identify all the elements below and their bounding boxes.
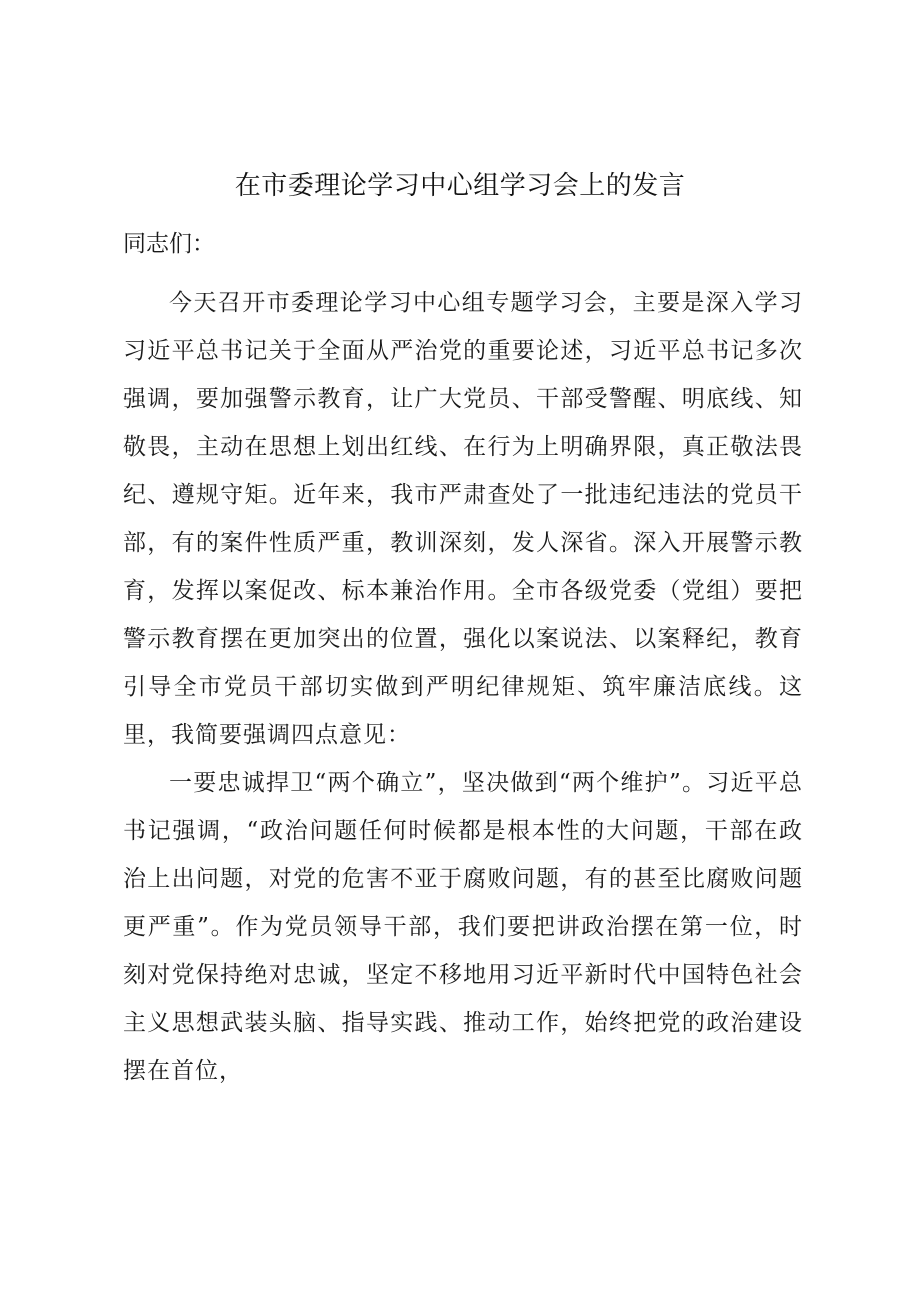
document-body [123, 279, 803, 1095]
paragraph: 一要忠诚捍卫“两个确立”，坚决做到“两个维护”。习近平总书记强调，“政治问题任何时候都是根本性的大问题，干部在政治上出问题，对党的危害不亚于腐败问题，有的甚至比腐败问题更严重”。作为党员领导干部，我们要把讲政治摆在第一位，时刻对党保持绝对忠诚，坚定不移地用习近平新时代中国特色社会主义思想武装头脑、指导实践、推动工作，始终把党的政治建设摆在首位， [123, 770, 803, 1084]
paragraph: 今天召开市委理论学习中心组专题学习会，主要是深入学习习近平总书记关于全面从严治党的重要论述，习近平总书记多次强调，要加强警示教育，让广大党员、干部受警醒、明底线、知敬畏，主动在思想上划出红线、在行为上明确界限，真正敬法畏纪、遵规守矩。近年来，我市严肃查处了一批违纪违法的党员干部，有的案件性质严重，教训深刻，发人深省。深入开展警示教育，发挥以案促改、标本兼治作用。全市各级党委（党组）要把警示教育摆在更加突出的位置，强化以案说法、以案释纪，教育引导全市党员干部切实做到严明纪律规矩、筑牢廉洁底线。这里，我简要强调四点意见： [123, 290, 803, 748]
document-title: 在市委理论学习中心组学习会上的发言 [234, 171, 686, 201]
salutation: 同志们： [123, 231, 215, 257]
